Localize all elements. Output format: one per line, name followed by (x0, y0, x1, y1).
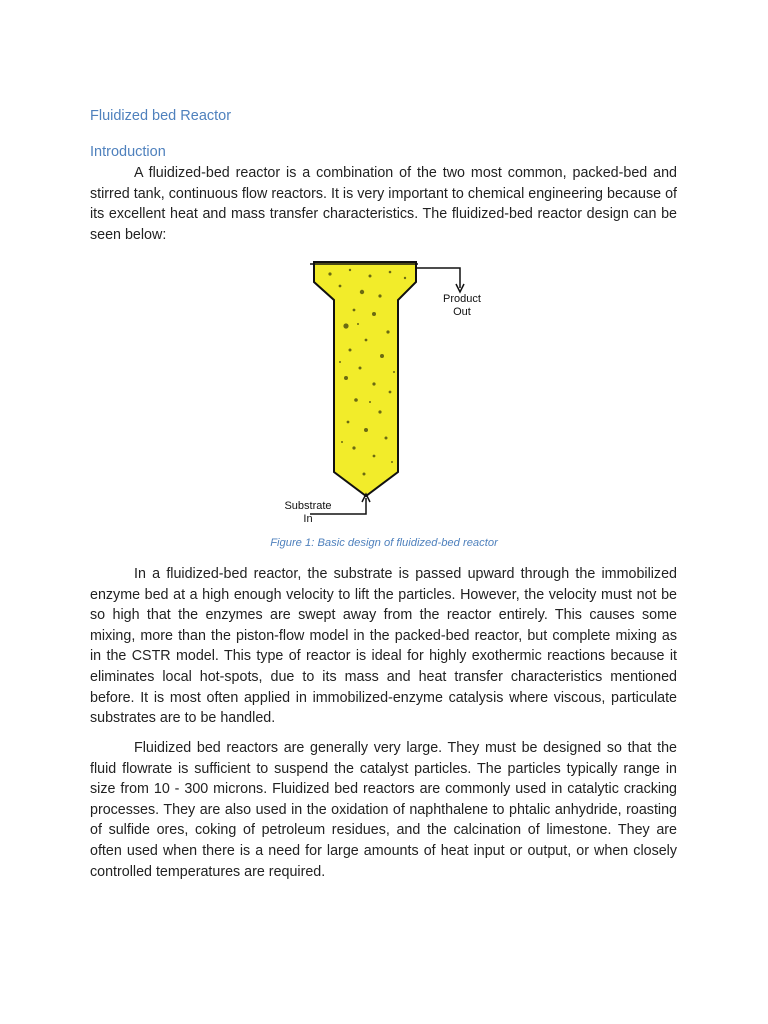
paragraph-intro: A fluidized-bed reactor is a combination of the two most common, packed-bed and stirred tank, continuous flow reactors. It is very important to chemical engineering because of its excellent heat and mass transfer characteristics. The fluidized-bed reactor design can be seen below: (90, 165, 677, 243)
label-substrate-in: In (303, 513, 313, 525)
paragraph-applications: Fluidized bed reactors are generally very large. They must be designed so that the fluid flowrate is sufficient to suspend the catalyst particles. The particles typically range in size from 10 - 300 microns. Fluidized bed reactors are commonly used in catalytic cracking processes. They are also used in the oxidation of naphthalene to phtalic anhydride, roasting of sulfide ores, coking of petroleum residues, and the calcination of limestone. They are often used when there is a need for large amounts of heat input or output, or when closely controlled temperatures are required. (90, 740, 677, 880)
document-title: Fluidized bed Reactor (90, 108, 232, 124)
label-substrate: Substrate (284, 500, 332, 512)
section-heading-introduction: Introduction (90, 144, 166, 160)
product-outlet-pipe (416, 268, 460, 288)
label-product-out: Out (453, 306, 471, 318)
paragraph-operation: In a fluidized-bed reactor, the substrate is passed upward through the immobilized enzyme bed at a high enough velocity to lift the particles. However, the velocity must not be so high that the enzymes are swept away from the reactor entirely. This causes some mixing, more than the piston-flow model in the packed-bed reactor, but complete mixing as in the CSTR model. This type of reactor is ideal for highly exothermic reactions because it eliminates local hot-spots, due to its mass and heat transfer characteristics mentioned before. It is most often applied in immobilized-enzyme catalysis where viscous, particulate substrates are to be handled. (90, 566, 677, 727)
reactor-vessel (314, 262, 416, 496)
figure-caption: Figure 1: Basic design of fluidized-bed reactor (270, 537, 498, 549)
label-product: Product (443, 293, 481, 305)
reactor-figure (270, 252, 500, 532)
